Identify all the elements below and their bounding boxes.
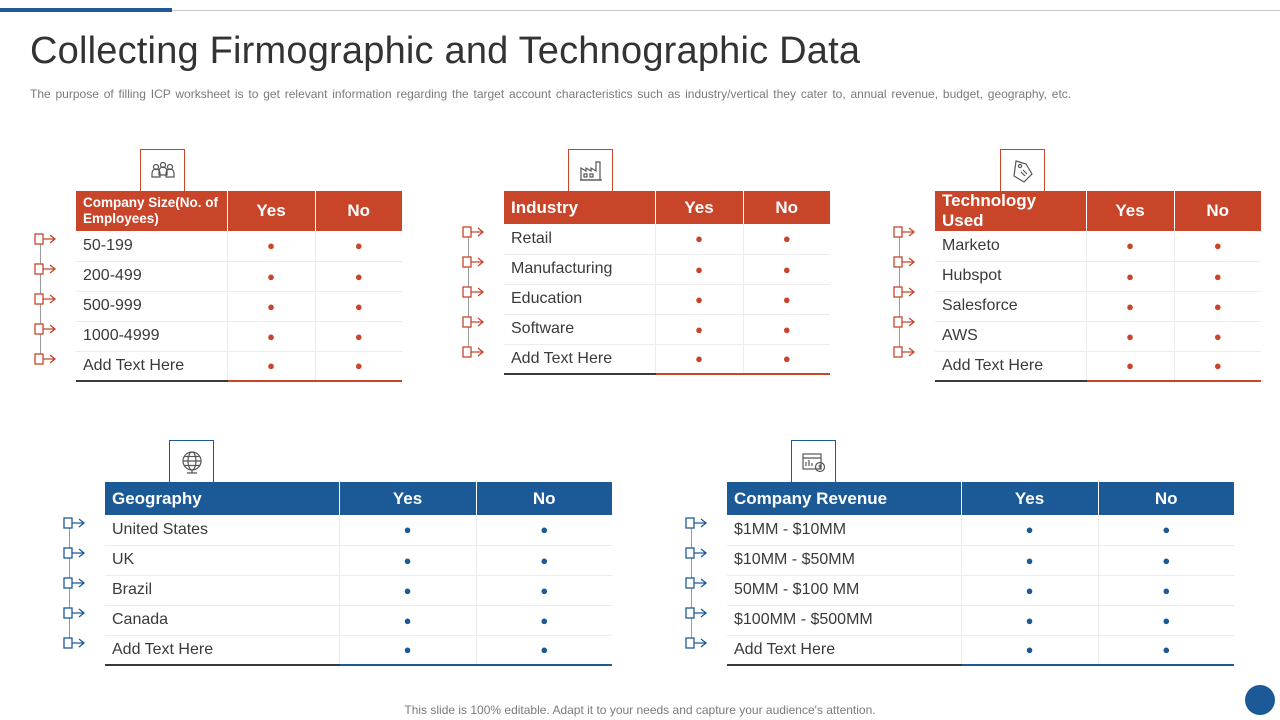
table-row (105, 635, 612, 665)
no-dot[interactable]: ● (1174, 291, 1261, 321)
globe-icon (169, 440, 214, 483)
arrow-right-icon (63, 516, 87, 530)
column-header-no: No (1174, 191, 1261, 231)
arrow-right-icon (34, 322, 58, 336)
row-label[interactable]: Software (504, 314, 655, 344)
table-row (727, 575, 1234, 605)
industry-arrows (462, 225, 488, 365)
column-header-no: No (315, 191, 402, 231)
yes-dot[interactable]: ● (227, 231, 315, 261)
arrow-right-icon (685, 546, 709, 560)
table-row (935, 261, 1261, 291)
column-header: Geography (105, 482, 339, 515)
arrow-right-icon (685, 606, 709, 620)
row-label[interactable]: $1MM - $10MM (727, 515, 961, 545)
column-header-no: No (1098, 482, 1234, 515)
table-row (727, 545, 1234, 575)
revenue-chart-icon (791, 440, 836, 483)
no-dot[interactable]: ● (1174, 231, 1261, 261)
yes-dot[interactable]: ● (961, 515, 1098, 545)
table-row (105, 605, 612, 635)
table-row (76, 291, 402, 321)
row-label[interactable]: Retail (504, 224, 655, 254)
no-dot[interactable]: ● (1174, 321, 1261, 351)
yes-dot[interactable]: ● (961, 545, 1098, 575)
row-label[interactable]: $100MM - $500MM (727, 605, 961, 635)
row-label[interactable]: Canada (105, 605, 339, 635)
no-dot[interactable]: ● (1098, 575, 1234, 605)
table-row (727, 605, 1234, 635)
table-row (504, 344, 830, 374)
table-row (105, 575, 612, 605)
company-size-arrows (34, 232, 60, 372)
table-row (105, 545, 612, 575)
column-header: Company Revenue (727, 482, 961, 515)
table-row (76, 321, 402, 351)
row-label[interactable]: Manufacturing (504, 254, 655, 284)
yes-dot[interactable]: ● (339, 575, 476, 605)
column-header-no: No (743, 191, 830, 224)
row-label[interactable]: 200-499 (76, 261, 227, 291)
yes-dot[interactable]: ● (1086, 291, 1174, 321)
no-dot[interactable]: ● (1098, 605, 1234, 635)
yes-dot[interactable]: ● (227, 351, 315, 381)
yes-dot[interactable]: ● (1086, 231, 1174, 261)
factory-icon (568, 149, 613, 192)
row-label[interactable]: United States (105, 515, 339, 545)
arrow-right-icon (685, 516, 709, 530)
row-label[interactable]: 50-199 (76, 231, 227, 261)
company-size-table (76, 191, 402, 382)
industry-table (504, 191, 830, 375)
arrow-right-icon (893, 345, 917, 359)
no-dot[interactable]: ● (315, 261, 402, 291)
no-dot[interactable]: ● (476, 575, 612, 605)
no-dot[interactable]: ● (743, 284, 830, 314)
no-dot[interactable]: ● (315, 231, 402, 261)
arrow-right-icon (63, 576, 87, 590)
arrow-right-icon (893, 285, 917, 299)
yes-dot[interactable]: ● (655, 314, 743, 344)
footer-note: This slide is 100% editable. Adapt it to your needs and capture your audience's attention. (404, 703, 876, 717)
table-row (935, 351, 1261, 381)
revenue-table (727, 482, 1234, 666)
yes-dot[interactable]: ● (961, 605, 1098, 635)
no-dot[interactable]: ● (476, 605, 612, 635)
yes-dot[interactable]: ● (655, 284, 743, 314)
table-row (935, 291, 1261, 321)
column-header-no: No (476, 482, 612, 515)
yes-dot[interactable]: ● (655, 224, 743, 254)
yes-dot[interactable]: ● (227, 261, 315, 291)
table-row (504, 284, 830, 314)
yes-dot[interactable]: ● (961, 635, 1098, 665)
top-accent-bar (0, 8, 172, 12)
column-header: Industry (504, 191, 655, 224)
no-dot[interactable]: ● (1098, 515, 1234, 545)
page-subtitle: The purpose of filling ICP worksheet is to get relevant information regarding the target account characteristics such as industry/vertical they cater to, annual revenue, budget, geography, etc. (30, 87, 1072, 101)
table-row (504, 314, 830, 344)
no-dot[interactable]: ● (1098, 635, 1234, 665)
table-row (935, 231, 1261, 261)
top-divider (0, 10, 1280, 11)
column-header-yes: Yes (961, 482, 1098, 515)
no-dot[interactable]: ● (315, 321, 402, 351)
row-label[interactable]: $10MM - $50MM (727, 545, 961, 575)
arrow-right-icon (462, 345, 486, 359)
arrow-right-icon (63, 606, 87, 620)
arrow-right-icon (685, 636, 709, 650)
row-label[interactable]: Marketo (935, 231, 1086, 261)
arrow-right-icon (462, 285, 486, 299)
arrow-right-icon (34, 292, 58, 306)
tech-tag-icon (1000, 149, 1045, 192)
no-dot[interactable]: ● (315, 351, 402, 381)
geography-table (105, 482, 612, 666)
row-label[interactable]: Salesforce (935, 291, 1086, 321)
no-dot[interactable]: ● (1098, 545, 1234, 575)
yes-dot[interactable]: ● (1086, 261, 1174, 291)
yes-dot[interactable]: ● (655, 344, 743, 374)
column-header: Company Size(No. of Employees) (76, 191, 227, 231)
row-label[interactable]: UK (105, 545, 339, 575)
no-dot[interactable]: ● (476, 545, 612, 575)
yes-dot[interactable]: ● (227, 321, 315, 351)
table-row (105, 515, 612, 545)
arrow-right-icon (462, 255, 486, 269)
arrow-right-icon (63, 636, 87, 650)
arrow-right-icon (462, 225, 486, 239)
no-dot[interactable]: ● (476, 635, 612, 665)
page-indicator (1245, 685, 1275, 715)
geography-arrows (63, 516, 89, 656)
row-label[interactable]: Education (504, 284, 655, 314)
column-header-yes: Yes (227, 191, 315, 231)
yes-dot[interactable]: ● (1086, 351, 1174, 381)
arrow-right-icon (34, 352, 58, 366)
row-label[interactable]: AWS (935, 321, 1086, 351)
row-label[interactable]: 50MM - $100 MM (727, 575, 961, 605)
row-label[interactable]: Add Text Here (76, 351, 227, 381)
yes-dot[interactable]: ● (961, 575, 1098, 605)
yes-dot[interactable]: ● (1086, 321, 1174, 351)
no-dot[interactable]: ● (315, 291, 402, 321)
yes-dot[interactable]: ● (339, 515, 476, 545)
no-dot[interactable]: ● (1174, 261, 1261, 291)
yes-dot[interactable]: ● (227, 291, 315, 321)
no-dot[interactable]: ● (743, 224, 830, 254)
table-row (76, 261, 402, 291)
arrow-right-icon (685, 576, 709, 590)
yes-dot[interactable]: ● (339, 605, 476, 635)
page-title: Collecting Firmographic and Technographic Data (30, 30, 861, 72)
table-row (935, 321, 1261, 351)
arrow-right-icon (893, 225, 917, 239)
arrow-right-icon (34, 232, 58, 246)
row-label[interactable]: Brazil (105, 575, 339, 605)
people-icon (140, 149, 185, 192)
column-header: Technology Used (935, 191, 1086, 231)
table-row (76, 351, 402, 381)
row-label[interactable]: 1000-4999 (76, 321, 227, 351)
revenue-arrows (685, 516, 711, 656)
no-dot[interactable]: ● (743, 344, 830, 374)
row-label[interactable]: Add Text Here (727, 635, 961, 665)
arrow-right-icon (462, 315, 486, 329)
technology-table (935, 191, 1261, 382)
row-label[interactable]: Add Text Here (105, 635, 339, 665)
yes-dot[interactable]: ● (339, 545, 476, 575)
column-header-yes: Yes (655, 191, 743, 224)
row-label[interactable]: Hubspot (935, 261, 1086, 291)
no-dot[interactable]: ● (1174, 351, 1261, 381)
yes-dot[interactable]: ● (655, 254, 743, 284)
row-label[interactable]: Add Text Here (504, 344, 655, 374)
no-dot[interactable]: ● (743, 314, 830, 344)
row-label[interactable]: 500-999 (76, 291, 227, 321)
no-dot[interactable]: ● (743, 254, 830, 284)
table-row (727, 635, 1234, 665)
table-row (504, 254, 830, 284)
table-row (76, 231, 402, 261)
arrow-right-icon (893, 315, 917, 329)
column-header-yes: Yes (339, 482, 476, 515)
yes-dot[interactable]: ● (339, 635, 476, 665)
table-row (727, 515, 1234, 545)
no-dot[interactable]: ● (476, 515, 612, 545)
column-header-yes: Yes (1086, 191, 1174, 231)
table-row (504, 224, 830, 254)
arrow-right-icon (34, 262, 58, 276)
row-label[interactable]: Add Text Here (935, 351, 1086, 381)
arrow-right-icon (63, 546, 87, 560)
arrow-right-icon (893, 255, 917, 269)
technology-arrows (893, 225, 919, 365)
